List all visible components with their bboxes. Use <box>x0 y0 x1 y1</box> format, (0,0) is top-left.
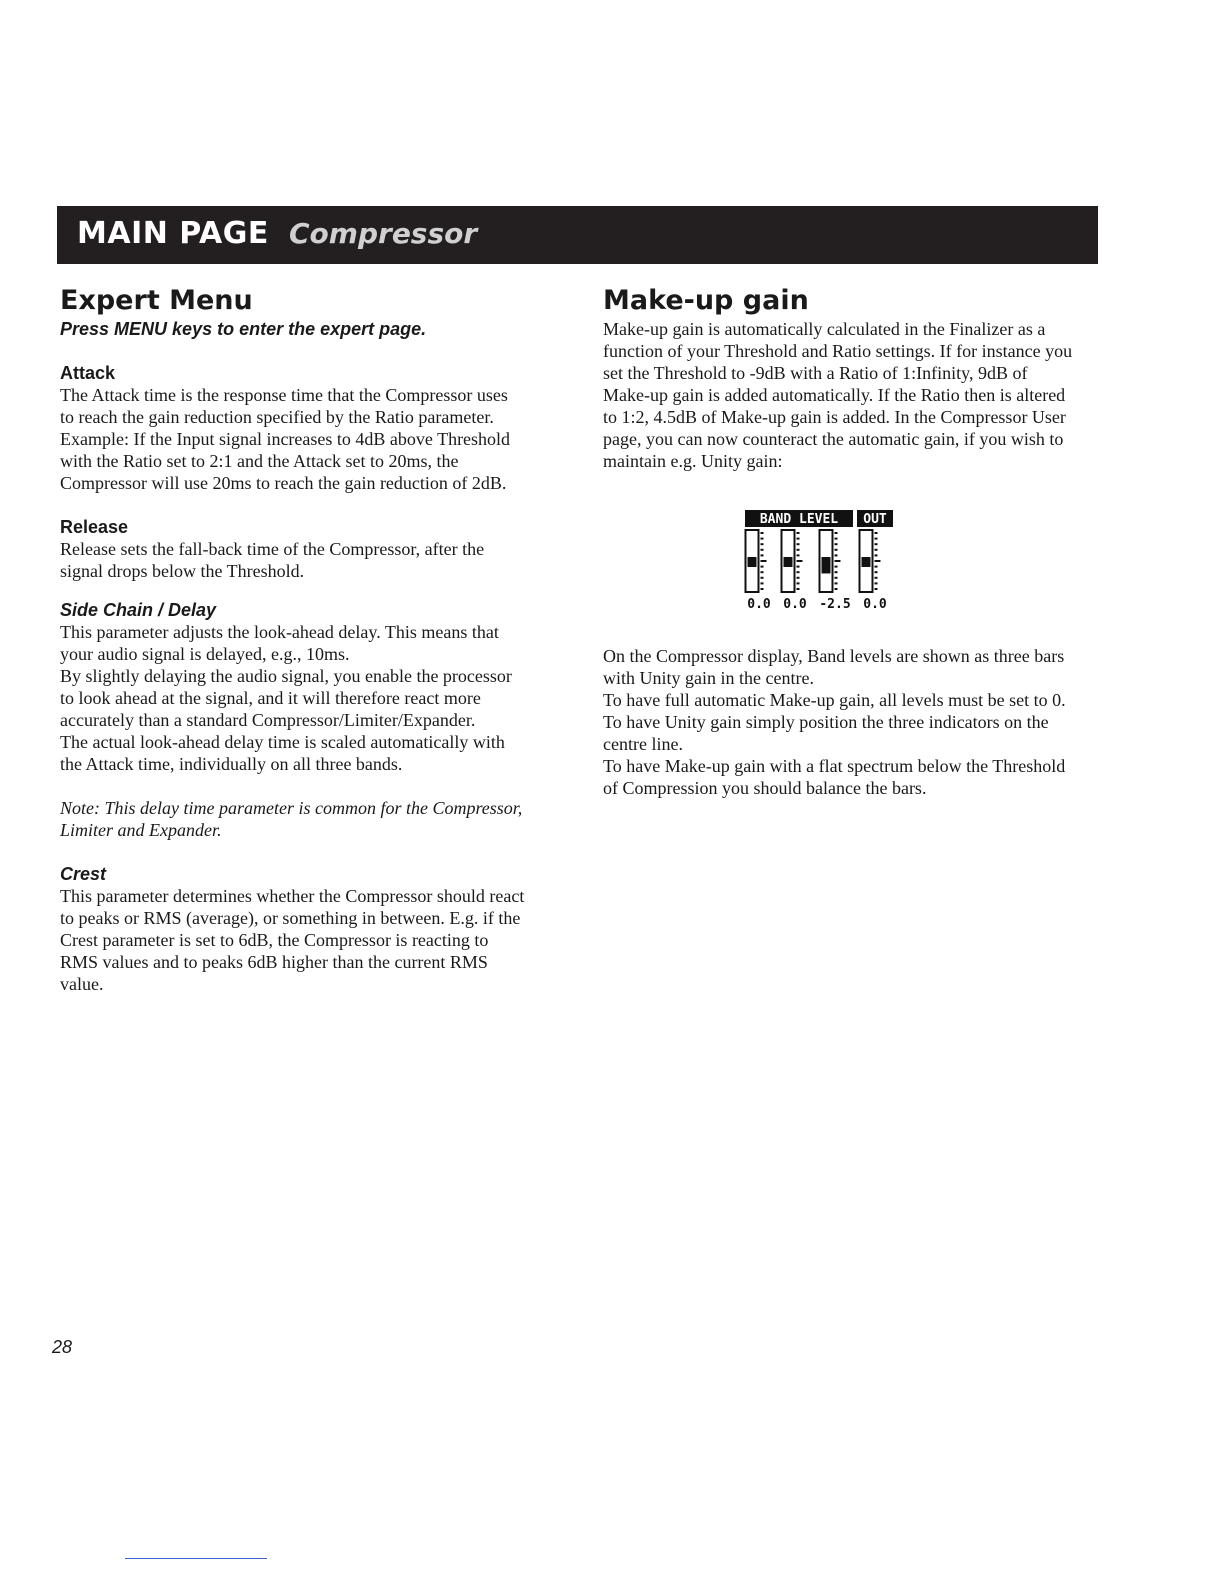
meter-scale-tick <box>761 538 764 540</box>
meter-scale-tick <box>875 549 878 551</box>
meter-scale-tick <box>761 588 764 590</box>
meter-scale-tick <box>835 566 838 568</box>
attack-heading: Attack <box>60 363 116 383</box>
sidechain-line: to look ahead at the signal, and it will therefore react more <box>60 688 481 708</box>
meter-scale-tick <box>835 588 838 590</box>
band-level-label: BAND LEVEL <box>759 512 839 527</box>
makeup-intro-line: Make-up gain is automatically calculated in the Finalizer as a <box>603 319 1046 339</box>
meter-scale-tick <box>761 543 764 545</box>
meter-scale-tick <box>761 566 764 568</box>
meter-scale-tick <box>797 571 800 573</box>
meter-scale-tick <box>835 538 838 540</box>
makeup-after-line: To have Make-up gain with a flat spectrum below the Threshold <box>603 756 1066 776</box>
header-main-title: MAIN PAGE <box>77 216 269 251</box>
band-level-display <box>743 508 895 614</box>
attack-line: The Attack time is the response time that the Compressor uses <box>60 385 508 405</box>
attack-line: to reach the gain reduction specified by the Ratio parameter. <box>60 407 494 427</box>
meter-scale-tick <box>835 577 838 579</box>
meter-scale-tick <box>761 560 767 562</box>
crest-heading: Crest <box>60 864 107 884</box>
meter-scale-tick <box>761 577 764 579</box>
meter-scale-tick <box>835 549 838 551</box>
meter-scale-tick <box>761 554 764 556</box>
release-line: Release sets the fall-back time of the Compressor, after the <box>60 539 485 559</box>
header-subtitle: Compressor <box>289 217 478 250</box>
page-number: 28 <box>52 1337 73 1357</box>
sidechain-line: the Attack time, individually on all three bands. <box>60 754 403 774</box>
meter-scale-tick <box>797 566 800 568</box>
meter-scale-tick <box>797 577 800 579</box>
meter-level-fill <box>784 557 793 567</box>
footer-rule <box>125 1558 267 1559</box>
meter-scale-tick <box>875 560 881 562</box>
makeup-intro-line: to 1:2, 4.5dB of Make-up gain is added. In the Compressor User <box>603 407 1066 427</box>
meter-scale-tick <box>761 582 764 584</box>
meter-value-label: 0.0 <box>747 597 771 612</box>
meter-scale-tick <box>761 549 764 551</box>
meter-scale-tick <box>797 538 800 540</box>
meter-level-fill <box>822 557 831 573</box>
meter-scale-tick <box>835 554 838 556</box>
meter-scale-tick <box>797 582 800 584</box>
makeup-after-line: with Unity gain in the centre. <box>603 668 814 688</box>
meter-value-label: -2.5 <box>819 597 851 612</box>
makeup-after-line: On the Compressor display, Band levels are shown as three bars <box>603 646 1065 666</box>
meter-scale-tick <box>875 588 878 590</box>
meter-scale-tick <box>875 577 878 579</box>
meter-scale-tick <box>797 588 800 590</box>
meter-scale-tick <box>875 582 878 584</box>
crest-line: This parameter determines whether the Compressor should react <box>60 886 525 906</box>
meter-scale-tick <box>797 560 803 562</box>
crest-line: to peaks or RMS (average), or something in between. E.g. if the <box>60 908 521 928</box>
sidechain-line: The actual look-ahead delay time is scaled automatically with <box>60 732 505 752</box>
meter-scale-tick <box>875 571 878 573</box>
attack-line: Compressor will use 20ms to reach the gain reduction of 2dB. <box>60 473 507 493</box>
meter-scale-tick <box>835 543 838 545</box>
right-column <box>603 284 1093 472</box>
left-column <box>60 284 542 995</box>
sidechain-line: This parameter adjusts the look-ahead delay. This means that <box>60 622 499 642</box>
makeup-after-line: centre line. <box>603 734 683 754</box>
expert-menu-lead: Press MENU keys to enter the expert page. <box>60 319 427 339</box>
attack-line: Example: If the Input signal increases to 4dB above Threshold <box>60 429 511 449</box>
meter-scale-tick <box>875 538 878 540</box>
makeup-intro-line: function of your Threshold and Ratio settings. If for instance you <box>603 341 1073 361</box>
section-header-bar <box>57 206 1098 264</box>
meter-value-label: 0.0 <box>783 597 807 612</box>
meter-scale-tick <box>875 554 878 556</box>
release-heading: Release <box>60 517 129 537</box>
meter-scale-tick <box>797 543 800 545</box>
attack-line: with the Ratio set to 2:1 and the Attack set to 20ms, the <box>60 451 459 471</box>
crest-line: value. <box>60 974 104 994</box>
meter-level-fill <box>862 557 871 567</box>
meter-scale-tick <box>875 543 878 545</box>
sidechain-line: your audio signal is delayed, e.g., 10ms. <box>60 644 350 664</box>
meter-value-label: 0.0 <box>863 597 887 612</box>
makeup-intro-line: maintain e.g. Unity gain: <box>603 451 783 471</box>
meter-scale-tick <box>835 560 841 562</box>
makeup-gain-title: Make-up gain <box>603 285 809 316</box>
meter-scale-tick <box>835 582 838 584</box>
band-level-display-svg <box>743 508 895 614</box>
meter-scale-tick <box>835 571 838 573</box>
meter-scale-tick <box>835 532 838 534</box>
makeup-intro-line: page, you can now counteract the automatic gain, if you wish to <box>603 429 1064 449</box>
makeup-after-line: To have Unity gain simply position the three indicators on the <box>603 712 1049 732</box>
meter-scale-tick <box>797 554 800 556</box>
makeup-after-line: To have full automatic Make-up gain, all levels must be set to 0. <box>603 690 1066 710</box>
right-column-lower <box>603 645 1093 799</box>
makeup-after-line: of Compression you should balance the bars. <box>603 778 927 798</box>
meter-scale-tick <box>875 566 878 568</box>
meter-scale-tick <box>875 532 878 534</box>
makeup-intro-line: Make-up gain is added automatically. If the Ratio then is altered <box>603 385 1066 405</box>
crest-line: RMS values and to peaks 6dB higher than the current RMS <box>60 952 488 972</box>
meter-scale-tick <box>797 532 800 534</box>
sidechain-heading: Side Chain / Delay <box>60 600 217 620</box>
sidechain-line: accurately than a standard Compressor/Limiter/Expander. <box>60 710 476 730</box>
note-line: Note: This delay time parameter is common for the Compressor, <box>60 798 523 818</box>
out-label: OUT <box>863 512 887 527</box>
meter-scale-tick <box>761 571 764 573</box>
sidechain-line: By slightly delaying the audio signal, you enable the processor <box>60 666 512 686</box>
note-line: Limiter and Expander. <box>60 820 222 840</box>
meter-scale-tick <box>797 549 800 551</box>
crest-line: Crest parameter is set to 6dB, the Compressor is reacting to <box>60 930 489 950</box>
makeup-intro-line: set the Threshold to -9dB with a Ratio of 1:Infinity, 9dB of <box>603 363 1028 383</box>
release-line: signal drops below the Threshold. <box>60 561 305 581</box>
meter-level-fill <box>748 557 757 567</box>
meter-scale-tick <box>761 532 764 534</box>
expert-menu-title: Expert Menu <box>60 285 253 316</box>
meter-group <box>746 530 881 592</box>
